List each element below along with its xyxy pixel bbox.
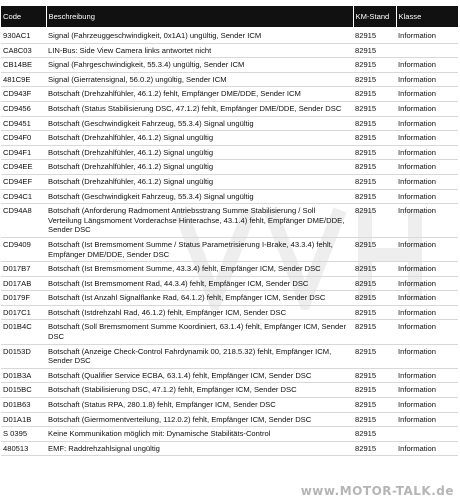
cell-km: 82915 — [353, 174, 396, 189]
cell-code: D0153D — [1, 344, 46, 368]
cell-code: CD9456 — [1, 101, 46, 116]
table-row — [1, 427, 458, 442]
table-row — [1, 262, 458, 277]
table-row — [1, 204, 458, 238]
table-row — [1, 189, 458, 204]
cell-km: 82915 — [353, 276, 396, 291]
table-row — [1, 131, 458, 146]
cell-km: 82915 — [353, 262, 396, 277]
cell-km: 82915 — [353, 204, 396, 238]
cell-code: D017AB — [1, 276, 46, 291]
cell-code: S 0395 — [1, 427, 46, 442]
cell-description: Botschaft (Drehzahlfühler, 46.1.2) Signal ungültig — [46, 174, 353, 189]
table-body — [1, 27, 458, 456]
cell-code: CD94F1 — [1, 145, 46, 160]
column-header-code: Code — [1, 6, 46, 27]
cell-km: 82915 — [353, 344, 396, 368]
cell-description: Botschaft (Ist Bremsmoment Rad, 44.3.4) fehlt, Empfänger ICM, Sender DSC — [46, 276, 353, 291]
cell-class: Information — [396, 160, 458, 175]
table-row — [1, 72, 458, 87]
table-header-row — [1, 6, 458, 27]
cell-description: Botschaft (Geschwindigkeit Fahrzeug, 55.3.4) Signal ungültig — [46, 116, 353, 131]
cell-code: CB14BE — [1, 58, 46, 73]
table-row — [1, 116, 458, 131]
table-row — [1, 412, 458, 427]
cell-class: Information — [396, 262, 458, 277]
table-row — [1, 320, 458, 344]
cell-class: Information — [396, 58, 458, 73]
cell-description: LIN-Bus: Side View Camera links antwortet nicht — [46, 43, 353, 58]
cell-class: Information — [396, 276, 458, 291]
cell-description: Botschaft (Stabilisierung DSC, 47.1.2) fehlt, Empfänger ICM, Sender DSC — [46, 383, 353, 398]
cell-code: D0179F — [1, 291, 46, 306]
cell-description: EMF: Raddrehzahlsignal ungültig — [46, 441, 353, 456]
cell-description: Botschaft (Qualifier Service ECBA, 63.1.4) fehlt, Empfänger ICM, Sender DSC — [46, 368, 353, 383]
cell-class: Information — [396, 398, 458, 413]
cell-class: Information — [396, 383, 458, 398]
cell-class: Information — [396, 87, 458, 102]
table-row — [1, 43, 458, 58]
cell-class: Information — [396, 320, 458, 344]
cell-description: Botschaft (Status Stabilisierung DSC, 47.1.2) fehlt, Empfänger DME/DDE, Sender DSC — [46, 101, 353, 116]
cell-description: Signal (Gierratensignal, 56.0.2) ungültig, Sender ICM — [46, 72, 353, 87]
cell-code: CD943F — [1, 87, 46, 102]
cell-code: D01B3A — [1, 368, 46, 383]
table-row — [1, 398, 458, 413]
cell-class: Information — [396, 237, 458, 261]
cell-class: Information — [396, 145, 458, 160]
column-header-km: KM-Stand — [353, 6, 396, 27]
cell-description: Botschaft (Status RPA, 280.1.8) fehlt, Empfänger ICM, Sender DSC — [46, 398, 353, 413]
cell-class: Information — [396, 441, 458, 456]
cell-km: 82915 — [353, 145, 396, 160]
cell-description: Botschaft (Anzeige Check-Control Fahrdynamik 00, 218.5.32) fehlt, Empfänger ICM, Sender DSC — [46, 344, 353, 368]
cell-code: D01A1B — [1, 412, 46, 427]
cell-class: Information — [396, 72, 458, 87]
watermark-text: www.MOTOR-TALK.de — [300, 484, 454, 498]
cell-description: Keine Kommunikation möglich mit: Dynamische Stabilitäts-Control — [46, 427, 353, 442]
cell-km: 82915 — [353, 58, 396, 73]
table-row — [1, 276, 458, 291]
cell-description: Signal (Fahrgeschwindigkeit, 55.3.4) ungültig, Sender ICM — [46, 58, 353, 73]
cell-class: Information — [396, 368, 458, 383]
cell-km: 82915 — [353, 131, 396, 146]
cell-code: 481C9E — [1, 72, 46, 87]
cell-km: 82915 — [353, 101, 396, 116]
cell-code: CD94EF — [1, 174, 46, 189]
cell-class: Information — [396, 131, 458, 146]
cell-km: 82915 — [353, 305, 396, 320]
table-row — [1, 383, 458, 398]
cell-code: CD94F0 — [1, 131, 46, 146]
cell-description: Botschaft (Drehzahlfühler, 46.1.2) Signal ungültig — [46, 131, 353, 146]
cell-code: D01B4C — [1, 320, 46, 344]
cell-km: 82915 — [353, 291, 396, 306]
table-row — [1, 160, 458, 175]
cell-km: 82915 — [353, 87, 396, 102]
table-row — [1, 305, 458, 320]
cell-km: 82915 — [353, 368, 396, 383]
cell-km: 82915 — [353, 160, 396, 175]
column-header-class: Klasse — [396, 6, 458, 27]
cell-code: CA8C03 — [1, 43, 46, 58]
column-header-description: Beschreibung — [46, 6, 353, 27]
cell-km: 82915 — [353, 441, 396, 456]
cell-class: Information — [396, 344, 458, 368]
cell-code: D01B63 — [1, 398, 46, 413]
cell-description: Signal (Fahrzeuggeschwindigkeit, 0x1A1) ungültig, Sender ICM — [46, 27, 353, 43]
cell-class: Information — [396, 291, 458, 306]
cell-km: 82915 — [353, 320, 396, 344]
cell-km: 82915 — [353, 412, 396, 427]
table-row — [1, 174, 458, 189]
cell-code: CD94C1 — [1, 189, 46, 204]
cell-km: 82915 — [353, 116, 396, 131]
table-row — [1, 368, 458, 383]
cell-code: 930AC1 — [1, 27, 46, 43]
cell-code: D015BC — [1, 383, 46, 398]
cell-description: Botschaft (Ist Bremsmoment Summe, 43.3.4) fehlt, Empfänger ICM, Sender DSC — [46, 262, 353, 277]
cell-description: Botschaft (Drehzahlfühler, 46.1.2) fehlt, Empfänger DME/DDE, Sender ICM — [46, 87, 353, 102]
cell-class: Information — [396, 101, 458, 116]
table-row — [1, 344, 458, 368]
table-row — [1, 101, 458, 116]
table-row — [1, 27, 458, 43]
cell-km: 82915 — [353, 237, 396, 261]
table-row — [1, 58, 458, 73]
cell-class — [396, 43, 458, 58]
cell-description: Botschaft (Giermomentverteilung, 112.0.2) fehlt, Empfänger ICM, Sender DSC — [46, 412, 353, 427]
table-row — [1, 145, 458, 160]
cell-class: Information — [396, 116, 458, 131]
cell-description: Botschaft (Ist Bremsmoment Summe / Status Parametrisierung I-Brake, 43.3.4) fehlt, Empfänger DME/DDE, Sender DSC — [46, 237, 353, 261]
cell-class: Information — [396, 305, 458, 320]
cell-code: CD9409 — [1, 237, 46, 261]
table-row — [1, 237, 458, 261]
cell-description: Botschaft (Drehzahlfühler, 46.1.2) Signal ungültig — [46, 145, 353, 160]
table-row — [1, 441, 458, 456]
cell-code: 480513 — [1, 441, 46, 456]
cell-description: Botschaft (Geschwindigkeit Fahrzeug, 55.3.4) Signal ungültig — [46, 189, 353, 204]
table-row — [1, 291, 458, 306]
cell-description: Botschaft (Soll Bremsmoment Summe Koordiniert, 63.1.4) fehlt, Empfänger ICM, Sender DSC — [46, 320, 353, 344]
cell-class: Information — [396, 204, 458, 238]
cell-km: 82915 — [353, 27, 396, 43]
cell-code: CD9451 — [1, 116, 46, 131]
cell-description: Botschaft (Drehzahlfühler, 46.1.2) Signal ungültig — [46, 160, 353, 175]
cell-description: Botschaft (Anforderung Radmoment Antriebsstrang Summe Stabilisierung / Soll Verteilung Längsmoment Vorderachse Hinterachse, 43.1.4) fehlt, Empfänger DME/DDE, Sender DSC — [46, 204, 353, 238]
cell-km: 82915 — [353, 43, 396, 58]
cell-km: 82915 — [353, 383, 396, 398]
cell-code: D017B7 — [1, 262, 46, 277]
cell-class — [396, 427, 458, 442]
cell-description: Botschaft (Istdrehzahl Rad, 46.1.2) fehlt, Empfänger ICM, Sender DSC — [46, 305, 353, 320]
cell-class: Information — [396, 412, 458, 427]
cell-km: 82915 — [353, 189, 396, 204]
fault-code-table — [1, 6, 458, 456]
cell-code: CD94EE — [1, 160, 46, 175]
cell-km: 82915 — [353, 72, 396, 87]
cell-km: 82915 — [353, 398, 396, 413]
cell-description: Botschaft (Ist Anzahl Signalflanke Rad, 64.1.2) fehlt, Empfänger ICM, Sender DSC — [46, 291, 353, 306]
cell-class: Information — [396, 27, 458, 43]
cell-km: 82915 — [353, 427, 396, 442]
cell-class: Information — [396, 189, 458, 204]
cell-code: CD94A8 — [1, 204, 46, 238]
table-row — [1, 87, 458, 102]
cell-class: Information — [396, 174, 458, 189]
cell-code: D017C1 — [1, 305, 46, 320]
